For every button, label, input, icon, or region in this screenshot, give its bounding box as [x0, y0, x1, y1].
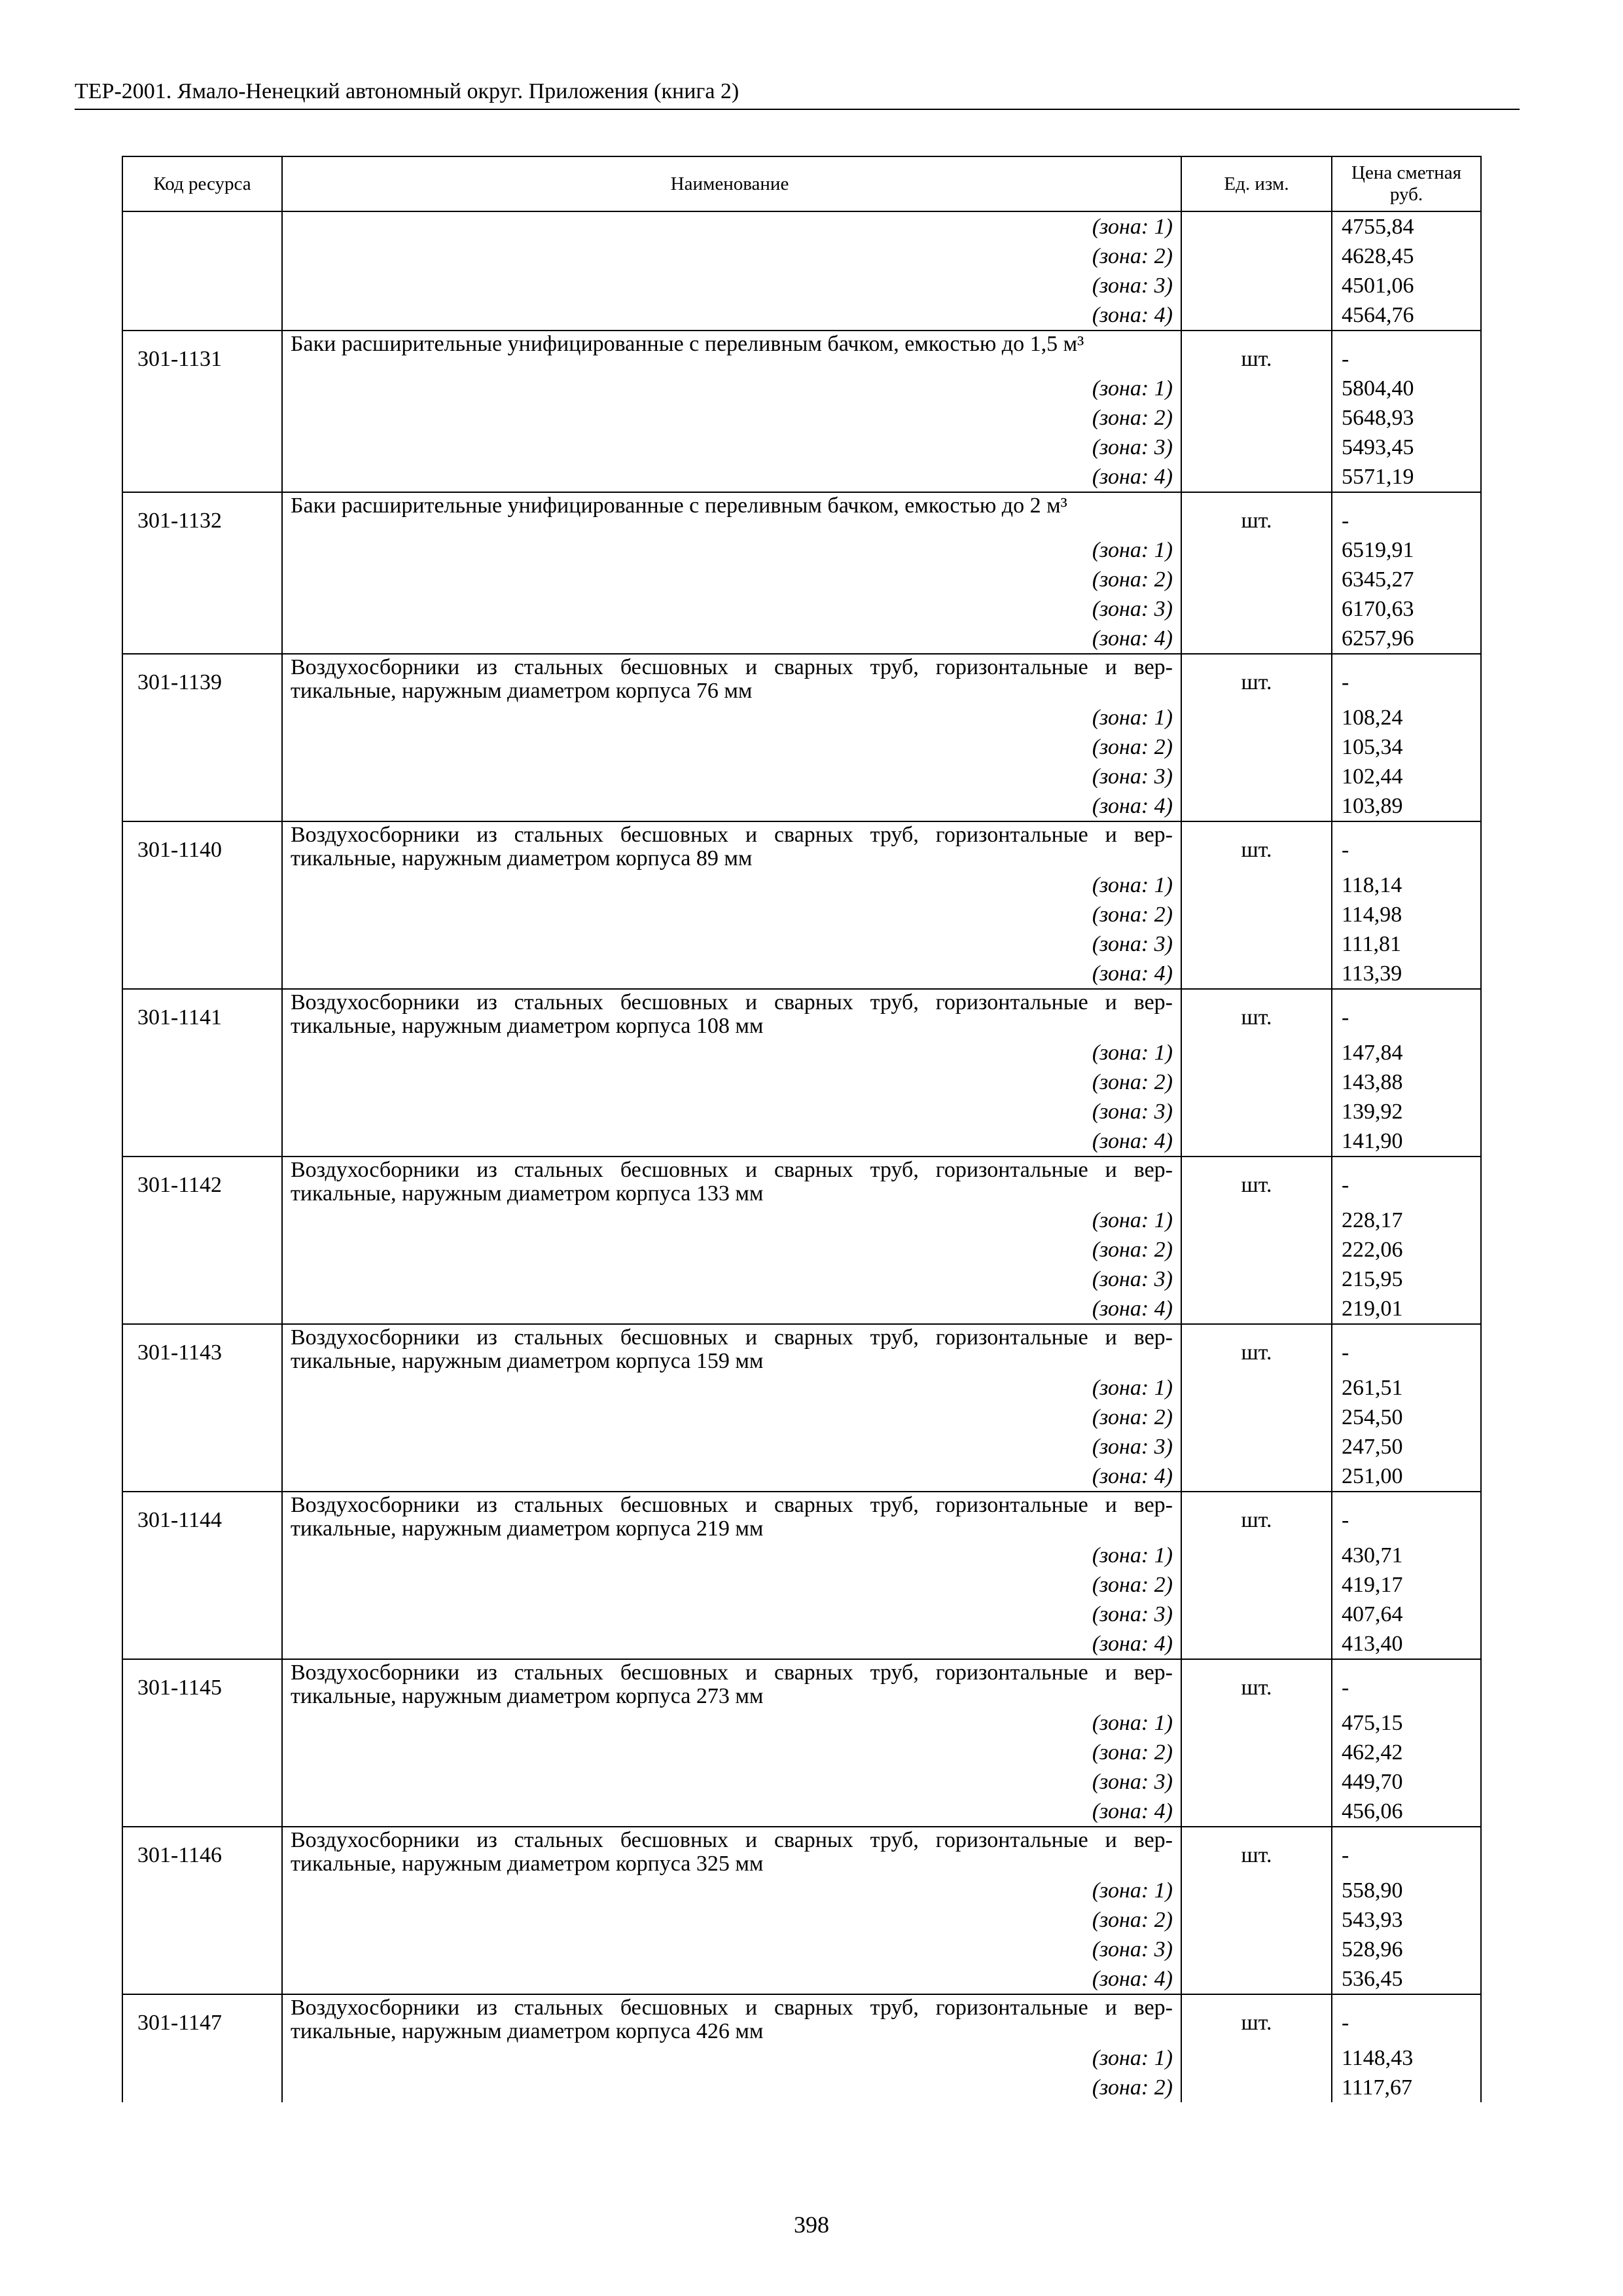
- unit-cell-empty: [1181, 1097, 1332, 1126]
- unit-cell-empty: [1181, 594, 1332, 624]
- zone-price: 413,40: [1332, 1629, 1481, 1659]
- base-price: -: [1332, 1994, 1481, 2043]
- zone-price: 5804,40: [1332, 374, 1481, 403]
- code-cell-empty: [122, 535, 282, 565]
- code-cell-empty: [122, 1570, 282, 1600]
- code-cell-empty: [122, 300, 282, 331]
- zone-row: [122, 1905, 1481, 1935]
- resource-code: 301-1145: [122, 1659, 282, 1708]
- unit-cell-empty: [1181, 1905, 1332, 1935]
- unit-cell-empty: [1181, 1935, 1332, 1964]
- code-cell-empty: [122, 271, 282, 300]
- zone-row: [122, 1294, 1481, 1324]
- zone-row: [122, 374, 1481, 403]
- zone-price: 113,39: [1332, 959, 1481, 989]
- zone-price: 4755,84: [1332, 211, 1481, 242]
- zone-row: [122, 624, 1481, 654]
- zone-label: (зона: 3): [282, 929, 1181, 959]
- code-cell-empty: [122, 1964, 282, 1994]
- base-price: -: [1332, 821, 1481, 870]
- zone-label: (зона: 4): [282, 1294, 1181, 1324]
- unit-cell-empty: [1181, 1235, 1332, 1265]
- unit-cell-empty: [1181, 929, 1332, 959]
- zone-row: [122, 535, 1481, 565]
- table-row: [122, 1324, 1481, 1373]
- unit-cell-empty: [1181, 374, 1332, 403]
- zone-price: 449,70: [1332, 1767, 1481, 1797]
- unit-cell-empty: [1181, 300, 1332, 331]
- zone-label: (зона: 3): [282, 1097, 1181, 1126]
- zone-row: [122, 1541, 1481, 1570]
- zone-label: (зона: 4): [282, 959, 1181, 989]
- resource-name: Воздухосборники из стальных бесшовных и сварных труб, горизонтальные и вер-тикальные, наружным диаметром корпуса 133 мм: [282, 1157, 1181, 1206]
- zone-price: 419,17: [1332, 1570, 1481, 1600]
- zone-label: (зона: 1): [282, 703, 1181, 732]
- unit-cell-empty: [1181, 624, 1332, 654]
- zone-row: [122, 1265, 1481, 1294]
- resource-name: Воздухосборники из стальных бесшовных и сварных труб, горизонтальные и вер-тикальные, наружным диаметром корпуса 426 мм: [282, 1994, 1181, 2043]
- zone-label: (зона: 2): [282, 1738, 1181, 1767]
- unit-of-measure: шт.: [1181, 1994, 1332, 2043]
- zone-row: [122, 1767, 1481, 1797]
- zone-label: (зона: 4): [282, 1126, 1181, 1157]
- zone-price: 228,17: [1332, 1206, 1481, 1235]
- unit-cell-empty: [1181, 2073, 1332, 2102]
- unit-cell-empty: [1181, 1629, 1332, 1659]
- zone-row: [122, 762, 1481, 791]
- code-cell-empty: [122, 565, 282, 594]
- code-cell-empty: [122, 1038, 282, 1067]
- code-cell-empty: [122, 1206, 282, 1235]
- base-price: -: [1332, 989, 1481, 1038]
- zone-row: [122, 565, 1481, 594]
- zone-row: [122, 1600, 1481, 1629]
- zone-price: 254,50: [1332, 1403, 1481, 1432]
- code-cell-empty: [122, 1265, 282, 1294]
- zone-label: (зона: 4): [282, 791, 1181, 821]
- zone-label: (зона: 2): [282, 1403, 1181, 1432]
- zone-label: (зона: 1): [282, 535, 1181, 565]
- unit-of-measure: шт.: [1181, 989, 1332, 1038]
- zone-label: (зона: 1): [282, 2043, 1181, 2073]
- zone-label: (зона: 2): [282, 242, 1181, 271]
- zone-label: (зона: 4): [282, 462, 1181, 492]
- code-cell-empty: [122, 1235, 282, 1265]
- unit-cell-empty: [1181, 535, 1332, 565]
- code-cell-empty: [122, 1876, 282, 1905]
- zone-price: 147,84: [1332, 1038, 1481, 1067]
- zone-row: [122, 900, 1481, 929]
- zone-row: [122, 211, 1481, 242]
- table-row: [122, 1994, 1481, 2043]
- resource-name: Баки расширительные унифицированные с переливным бачком, емкостью до 2 м³: [282, 492, 1181, 535]
- zone-price: 4501,06: [1332, 271, 1481, 300]
- code-cell-empty: [122, 1541, 282, 1570]
- unit-cell-empty: [1181, 1876, 1332, 1905]
- code-cell-empty: [122, 433, 282, 462]
- code-cell-empty: [122, 2073, 282, 2102]
- code-cell-empty: [122, 762, 282, 791]
- unit-cell-empty: [1181, 1206, 1332, 1235]
- zone-price: 114,98: [1332, 900, 1481, 929]
- zone-label: (зона: 3): [282, 1432, 1181, 1462]
- unit-of-measure: шт.: [1181, 1324, 1332, 1373]
- zone-label: (зона: 1): [282, 211, 1181, 242]
- zone-label: (зона: 1): [282, 1373, 1181, 1403]
- zone-row: [122, 1964, 1481, 1994]
- table-row: [122, 492, 1481, 535]
- unit-of-measure: шт.: [1181, 1157, 1332, 1206]
- zone-price: 222,06: [1332, 1235, 1481, 1265]
- code-cell-empty: [122, 1767, 282, 1797]
- zone-price: 543,93: [1332, 1905, 1481, 1935]
- zone-row: [122, 732, 1481, 762]
- zone-label: (зона: 3): [282, 594, 1181, 624]
- code-cell-empty: [122, 1462, 282, 1492]
- unit-cell-empty: [1181, 433, 1332, 462]
- unit-cell-empty: [1181, 462, 1332, 492]
- base-price: -: [1332, 1827, 1481, 1876]
- code-cell-empty: [122, 1294, 282, 1324]
- unit-of-measure: шт.: [1181, 1659, 1332, 1708]
- resource-code: 301-1143: [122, 1324, 282, 1373]
- zone-row: [122, 594, 1481, 624]
- zone-label: (зона: 1): [282, 1206, 1181, 1235]
- zone-label: (зона: 2): [282, 1905, 1181, 1935]
- zone-price: 118,14: [1332, 870, 1481, 900]
- unit-of-measure: шт.: [1181, 492, 1332, 535]
- code-cell-empty: [122, 1600, 282, 1629]
- zone-row: [122, 2073, 1481, 2102]
- unit-cell-empty: [1181, 242, 1332, 271]
- unit-of-measure: шт.: [1181, 654, 1332, 703]
- base-price: -: [1332, 654, 1481, 703]
- zone-price: 139,92: [1332, 1097, 1481, 1126]
- zone-price: 1117,67: [1332, 2073, 1481, 2102]
- code-cell-empty: [122, 1629, 282, 1659]
- zone-price: 5571,19: [1332, 462, 1481, 492]
- code-cell-empty: [122, 1935, 282, 1964]
- zone-row: [122, 242, 1481, 271]
- zone-row: [122, 1738, 1481, 1767]
- base-price: -: [1332, 1492, 1481, 1541]
- unit-cell-empty: [1181, 1126, 1332, 1157]
- unit-cell-empty: [1181, 732, 1332, 762]
- resource-code: 301-1132: [122, 492, 282, 535]
- zone-price: 6257,96: [1332, 624, 1481, 654]
- code-cell-empty: [122, 900, 282, 929]
- resource-name: Баки расширительные унифицированные с переливным бачком, емкостью до 1,5 м³: [282, 331, 1181, 374]
- unit-cell-empty: [1181, 791, 1332, 821]
- zone-price: 528,96: [1332, 1935, 1481, 1964]
- zone-label: (зона: 3): [282, 1935, 1181, 1964]
- zone-label: (зона: 2): [282, 900, 1181, 929]
- code-cell-empty: [122, 594, 282, 624]
- zone-label: (зона: 1): [282, 1541, 1181, 1570]
- zone-price: 462,42: [1332, 1738, 1481, 1767]
- price-table: [122, 156, 1482, 2102]
- zone-row: [122, 1373, 1481, 1403]
- zone-row: [122, 462, 1481, 492]
- zone-label: (зона: 2): [282, 1235, 1181, 1265]
- zone-price: 430,71: [1332, 1541, 1481, 1570]
- resource-name: Воздухосборники из стальных бесшовных и сварных труб, горизонтальные и вер-тикальные, наружным диаметром корпуса 273 мм: [282, 1659, 1181, 1708]
- unit-cell-empty: [1181, 703, 1332, 732]
- table-row: [122, 654, 1481, 703]
- zone-row: [122, 1206, 1481, 1235]
- unit-of-measure: шт.: [1181, 1492, 1332, 1541]
- zone-price: 105,34: [1332, 732, 1481, 762]
- resource-code: 301-1144: [122, 1492, 282, 1541]
- base-price: -: [1332, 492, 1481, 535]
- zone-price: 536,45: [1332, 1964, 1481, 1994]
- zone-row: [122, 870, 1481, 900]
- zone-label: (зона: 4): [282, 1462, 1181, 1492]
- zone-price: 111,81: [1332, 929, 1481, 959]
- zone-row: [122, 1403, 1481, 1432]
- table-row: [122, 1157, 1481, 1206]
- zone-label: (зона: 1): [282, 374, 1181, 403]
- column-header-unit: Ед. изм.: [1181, 156, 1332, 211]
- table-header: [122, 156, 1481, 211]
- zone-price: 1148,43: [1332, 2043, 1481, 2073]
- zone-row: [122, 1097, 1481, 1126]
- resource-code: 301-1131: [122, 331, 282, 374]
- code-cell-empty: [122, 791, 282, 821]
- zone-label: (зона: 2): [282, 2073, 1181, 2102]
- code-cell-empty: [122, 242, 282, 271]
- unit-cell-empty: [1181, 271, 1332, 300]
- unit-cell-empty: [1181, 1294, 1332, 1324]
- code-cell-empty: [122, 732, 282, 762]
- zone-label: (зона: 2): [282, 1067, 1181, 1097]
- resource-code: 301-1140: [122, 821, 282, 870]
- code-cell-empty: [122, 462, 282, 492]
- zone-row: [122, 2043, 1481, 2073]
- resource-name: Воздухосборники из стальных бесшовных и сварных труб, горизонтальные и вер-тикальные, наружным диаметром корпуса 108 мм: [282, 989, 1181, 1038]
- unit-cell-empty: [1181, 1462, 1332, 1492]
- zone-row: [122, 929, 1481, 959]
- code-cell-empty: [122, 703, 282, 732]
- zone-price: 558,90: [1332, 1876, 1481, 1905]
- unit-of-measure: шт.: [1181, 1827, 1332, 1876]
- code-cell-empty: [122, 1097, 282, 1126]
- unit-cell-empty: [1181, 565, 1332, 594]
- zone-price: 261,51: [1332, 1373, 1481, 1403]
- zone-price: 4564,76: [1332, 300, 1481, 331]
- unit-cell-empty: [1181, 762, 1332, 791]
- zone-row: [122, 271, 1481, 300]
- unit-of-measure: шт.: [1181, 331, 1332, 374]
- code-cell-empty: [122, 2043, 282, 2073]
- zone-row: [122, 1876, 1481, 1905]
- zone-price: 247,50: [1332, 1432, 1481, 1462]
- resource-name: Воздухосборники из стальных бесшовных и сварных труб, горизонтальные и вер-тикальные, наружным диаметром корпуса 76 мм: [282, 654, 1181, 703]
- zone-price: 6170,63: [1332, 594, 1481, 624]
- resource-name: Воздухосборники из стальных бесшовных и сварных труб, горизонтальные и вер-тикальные, наружным диаметром корпуса 325 мм: [282, 1827, 1181, 1876]
- zone-label: (зона: 4): [282, 1629, 1181, 1659]
- code-cell-empty: [122, 929, 282, 959]
- zone-row: [122, 703, 1481, 732]
- zone-row: [122, 433, 1481, 462]
- zone-label: (зона: 4): [282, 1797, 1181, 1827]
- unit-cell-empty: [1181, 870, 1332, 900]
- zone-label: (зона: 1): [282, 870, 1181, 900]
- unit-cell-empty: [1181, 1738, 1332, 1767]
- code-cell-empty: [122, 1126, 282, 1157]
- zone-price: 219,01: [1332, 1294, 1481, 1324]
- unit-cell-empty: [1181, 1038, 1332, 1067]
- unit-cell-empty: [1181, 1964, 1332, 1994]
- zone-row: [122, 403, 1481, 433]
- zone-label: (зона: 4): [282, 624, 1181, 654]
- unit-cell-empty: [1181, 1265, 1332, 1294]
- zone-price: 102,44: [1332, 762, 1481, 791]
- column-header-name: Наименование: [282, 156, 1181, 211]
- unit-cell-empty: [1181, 900, 1332, 929]
- unit-of-measure: шт.: [1181, 821, 1332, 870]
- zone-row: [122, 1235, 1481, 1265]
- code-cell-empty: [122, 403, 282, 433]
- code-cell-empty: [122, 1738, 282, 1767]
- table-body: [122, 211, 1481, 2102]
- column-header-price: Цена сметная руб.: [1332, 156, 1481, 211]
- table-row: [122, 1659, 1481, 1708]
- zone-row: [122, 1462, 1481, 1492]
- zone-price: 6519,91: [1332, 535, 1481, 565]
- zone-price: 103,89: [1332, 791, 1481, 821]
- unit-cell-empty: [1181, 1570, 1332, 1600]
- unit-cell-empty: [1181, 1403, 1332, 1432]
- unit-cell-empty: [1181, 1067, 1332, 1097]
- zone-label: (зона: 1): [282, 1876, 1181, 1905]
- page-header: ТЕР-2001. Ямало-Ненецкий автономный округ. Приложения (книга 2): [75, 77, 1520, 110]
- zone-label: (зона: 3): [282, 1265, 1181, 1294]
- zone-label: (зона: 2): [282, 565, 1181, 594]
- code-cell-empty: [122, 1373, 282, 1403]
- unit-cell-empty: [1181, 1600, 1332, 1629]
- zone-label: (зона: 3): [282, 762, 1181, 791]
- base-price: -: [1332, 1324, 1481, 1373]
- page-number: 398: [794, 2212, 829, 2238]
- zone-price: 141,90: [1332, 1126, 1481, 1157]
- zone-price: 215,95: [1332, 1265, 1481, 1294]
- zone-row: [122, 1797, 1481, 1827]
- resource-code: 301-1142: [122, 1157, 282, 1206]
- unit-cell-empty: [1181, 959, 1332, 989]
- code-cell-empty: [122, 1403, 282, 1432]
- zone-row: [122, 1708, 1481, 1738]
- unit-cell-empty: [1181, 1797, 1332, 1827]
- unit-cell-empty: [1181, 1432, 1332, 1462]
- zone-price: 108,24: [1332, 703, 1481, 732]
- resource-name: Воздухосборники из стальных бесшовных и сварных труб, горизонтальные и вер-тикальные, наружным диаметром корпуса 159 мм: [282, 1324, 1181, 1373]
- zone-label: (зона: 1): [282, 1038, 1181, 1067]
- zone-row: [122, 1038, 1481, 1067]
- resource-name: Воздухосборники из стальных бесшовных и сварных труб, горизонтальные и вер-тикальные, наружным диаметром корпуса 219 мм: [282, 1492, 1181, 1541]
- unit-cell-empty: [1181, 1708, 1332, 1738]
- table-row: [122, 1492, 1481, 1541]
- column-header-code: Код ресурса: [122, 156, 282, 211]
- zone-price: 251,00: [1332, 1462, 1481, 1492]
- code-cell-empty: [122, 1432, 282, 1462]
- zone-row: [122, 1629, 1481, 1659]
- zone-label: (зона: 2): [282, 1570, 1181, 1600]
- unit-cell-empty: [1181, 403, 1332, 433]
- unit-cell-empty: [1181, 1541, 1332, 1570]
- zone-price: 4628,45: [1332, 242, 1481, 271]
- resource-code: 301-1141: [122, 989, 282, 1038]
- zone-row: [122, 791, 1481, 821]
- code-cell-empty: [122, 624, 282, 654]
- zone-row: [122, 300, 1481, 331]
- resource-name: Воздухосборники из стальных бесшовных и сварных труб, горизонтальные и вер-тикальные, наружным диаметром корпуса 89 мм: [282, 821, 1181, 870]
- zone-row: [122, 1067, 1481, 1097]
- code-cell-empty: [122, 374, 282, 403]
- table-row: [122, 821, 1481, 870]
- zone-price: 143,88: [1332, 1067, 1481, 1097]
- unit-cell-empty: [1181, 211, 1332, 242]
- zone-row: [122, 1126, 1481, 1157]
- zone-label: (зона: 4): [282, 300, 1181, 331]
- zone-price: 456,06: [1332, 1797, 1481, 1827]
- zone-price: 5493,45: [1332, 433, 1481, 462]
- unit-cell-empty: [1181, 1767, 1332, 1797]
- base-price: -: [1332, 1659, 1481, 1708]
- zone-label: (зона: 2): [282, 732, 1181, 762]
- base-price: -: [1332, 1157, 1481, 1206]
- code-cell-empty: [122, 211, 282, 242]
- code-cell-empty: [122, 1905, 282, 1935]
- zone-label: (зона: 3): [282, 433, 1181, 462]
- code-cell-empty: [122, 870, 282, 900]
- zone-label: (зона: 3): [282, 1767, 1181, 1797]
- table-row: [122, 1827, 1481, 1876]
- zone-label: (зона: 3): [282, 1600, 1181, 1629]
- code-cell-empty: [122, 1797, 282, 1827]
- zone-label: (зона: 3): [282, 271, 1181, 300]
- zone-price: 475,15: [1332, 1708, 1481, 1738]
- code-cell-empty: [122, 1067, 282, 1097]
- zone-row: [122, 959, 1481, 989]
- zone-label: (зона: 2): [282, 403, 1181, 433]
- base-price: -: [1332, 331, 1481, 374]
- unit-cell-empty: [1181, 2043, 1332, 2073]
- resource-code: 301-1139: [122, 654, 282, 703]
- zone-label: (зона: 4): [282, 1964, 1181, 1994]
- zone-price: 6345,27: [1332, 565, 1481, 594]
- code-cell-empty: [122, 959, 282, 989]
- resource-code: 301-1147: [122, 1994, 282, 2043]
- table-row: [122, 331, 1481, 374]
- code-cell-empty: [122, 1708, 282, 1738]
- zone-price: 5648,93: [1332, 403, 1481, 433]
- zone-label: (зона: 1): [282, 1708, 1181, 1738]
- unit-cell-empty: [1181, 1373, 1332, 1403]
- zone-row: [122, 1570, 1481, 1600]
- zone-row: [122, 1935, 1481, 1964]
- zone-price: 407,64: [1332, 1600, 1481, 1629]
- resource-code: 301-1146: [122, 1827, 282, 1876]
- table-row: [122, 989, 1481, 1038]
- zone-row: [122, 1432, 1481, 1462]
